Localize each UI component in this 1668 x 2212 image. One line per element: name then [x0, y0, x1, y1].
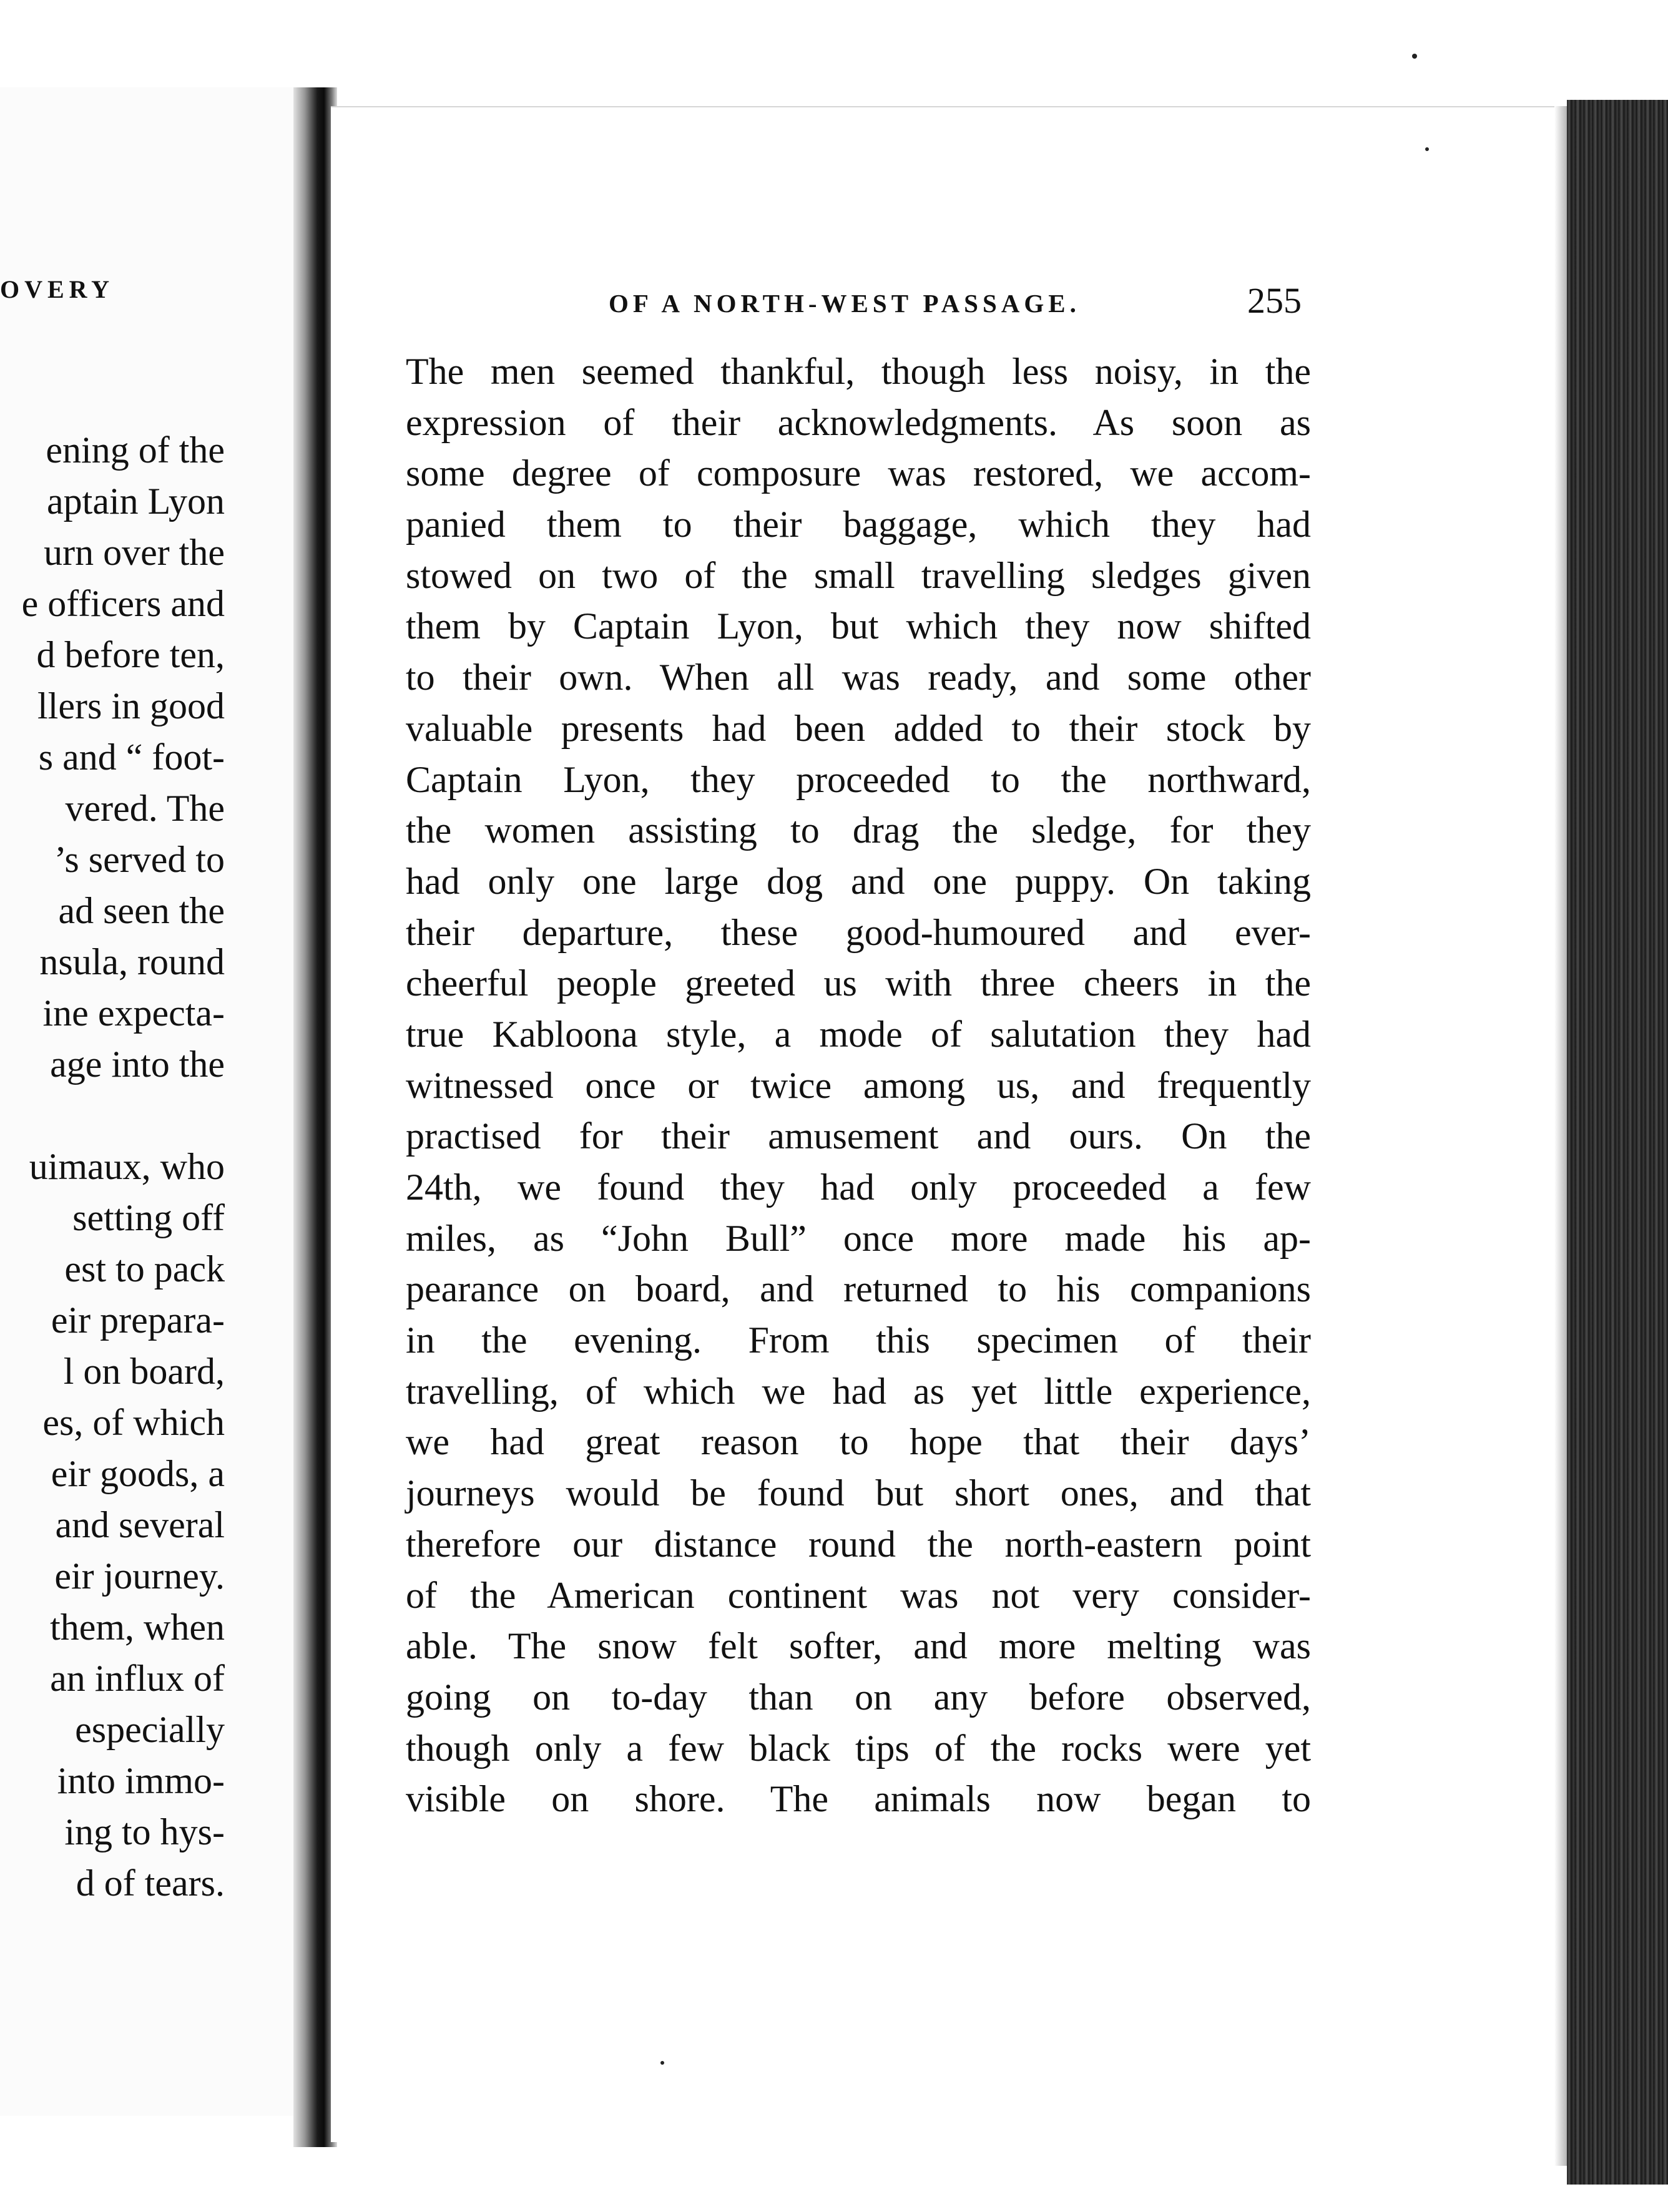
- running-head: OF A NORTH-WEST PASSAGE.: [609, 289, 1081, 318]
- body-text-line: The men seemed thankful, though less noisy, in the: [406, 351, 1311, 392]
- body-text-line: practised for their amusement and ours. On the: [406, 1115, 1311, 1157]
- left-text-line: ine expecta-: [42, 992, 225, 1034]
- left-text-line: s and “ foot-: [38, 737, 225, 778]
- body-text-line: them by Captain Lyon, but which they now shifted: [406, 605, 1311, 647]
- left-text-line: nsula, round: [39, 941, 225, 982]
- body-text-line: pearance on board, and returned to his companions: [406, 1268, 1311, 1310]
- left-text-line: ad seen the: [58, 890, 225, 931]
- left-text-line: them, when: [50, 1607, 225, 1648]
- body-text-line: Captain Lyon, they proceeded to the northward,: [406, 758, 1311, 800]
- body-text-line: their departure, these good-humoured and ever-: [406, 911, 1311, 953]
- body-text-line: travelling, of which we had as yet little experience,: [406, 1370, 1311, 1412]
- body-text-line: though only a few black tips of the rocks were yet: [406, 1727, 1311, 1769]
- body-text-line: had only one large dog and one puppy. On taking: [406, 860, 1311, 902]
- body-text-line: expression of their acknowledgments. As soon as: [406, 401, 1311, 443]
- left-page: [0, 87, 314, 2116]
- book-fore-edge: [1567, 100, 1668, 2185]
- body-text-line: some degree of composure was restored, we accom-: [406, 453, 1311, 494]
- body-text-line: cheerful people greeted us with three cheers in the: [406, 962, 1311, 1004]
- body-text-line: able. The snow felt softer, and more melting was: [406, 1625, 1311, 1667]
- body-text-line: the women assisting to drag the sledge, for they: [406, 810, 1311, 851]
- left-text-line: especially: [75, 1709, 225, 1750]
- body-text-line: stowed on two of the small travelling sledges given: [406, 554, 1311, 596]
- left-text-line: l on board,: [63, 1351, 225, 1392]
- left-text-line: age into the: [50, 1044, 225, 1085]
- left-text-line: d before ten,: [36, 634, 225, 675]
- left-text-line: est to pack: [64, 1248, 225, 1290]
- left-text-line: uimaux, who: [29, 1146, 225, 1187]
- scan-speck: [1425, 147, 1429, 151]
- left-running-head: OVERY: [0, 275, 115, 303]
- body-text: [406, 346, 1311, 1825]
- body-text-line: to their own. When all was ready, and some other: [406, 657, 1311, 698]
- body-text-line: panied them to their baggage, which they had: [406, 504, 1311, 546]
- body-text-line: therefore our distance round the north-eastern point: [406, 1523, 1311, 1565]
- body-text-line: witnessed once or twice among us, and frequently: [406, 1064, 1311, 1106]
- body-text-line: miles, as “John Bull” once more made his ap-: [406, 1217, 1311, 1259]
- left-text-line: and several: [55, 1504, 225, 1545]
- left-page-text: [0, 424, 225, 1909]
- left-text-line: aptain Lyon: [47, 481, 225, 522]
- left-text-line: setting off: [72, 1197, 225, 1238]
- body-text-line: 24th, we found they had only proceeded a few: [406, 1167, 1311, 1208]
- body-text-line: we had great reason to hope that their days’: [406, 1421, 1311, 1463]
- left-text-line: d of tears.: [76, 1862, 225, 1904]
- scan-speck: [660, 2061, 664, 2065]
- body-text-line: in the evening. From this specimen of their: [406, 1319, 1311, 1361]
- body-text-line: of the American continent was not very consider-: [406, 1574, 1311, 1616]
- scan-speck: [1412, 54, 1417, 59]
- left-text-line: e officers and: [21, 583, 225, 624]
- body-text-line: true Kabloona style, a mode of salutation they had: [406, 1013, 1311, 1055]
- left-text-line: vered. The: [65, 788, 225, 829]
- left-text-line: es, of which: [42, 1402, 225, 1443]
- left-text-line: eir goods, a: [51, 1453, 225, 1494]
- left-text-line: llers in good: [37, 685, 225, 727]
- left-text-line: eir journey.: [54, 1555, 225, 1597]
- left-text-line: urn over the: [44, 532, 225, 573]
- page-number: 255: [1247, 280, 1302, 321]
- body-text-line: journeys would be found but short ones, and that: [406, 1472, 1311, 1514]
- left-text-line: ening of the: [46, 429, 225, 471]
- left-text-line: ing to hys-: [64, 1811, 225, 1852]
- body-text-line: going on to-day than on any before observed,: [406, 1676, 1311, 1718]
- body-text-line: visible on shore. The animals now began to: [406, 1778, 1311, 1820]
- body-text-line: valuable presents had been added to their stock by: [406, 707, 1311, 749]
- left-text-line: an influx of: [50, 1658, 225, 1699]
- left-text-line: ’s served to: [54, 839, 225, 880]
- left-text-line: [0, 1090, 225, 1141]
- left-text-line: into immo-: [57, 1760, 225, 1801]
- left-text-line: eir prepara-: [51, 1299, 225, 1341]
